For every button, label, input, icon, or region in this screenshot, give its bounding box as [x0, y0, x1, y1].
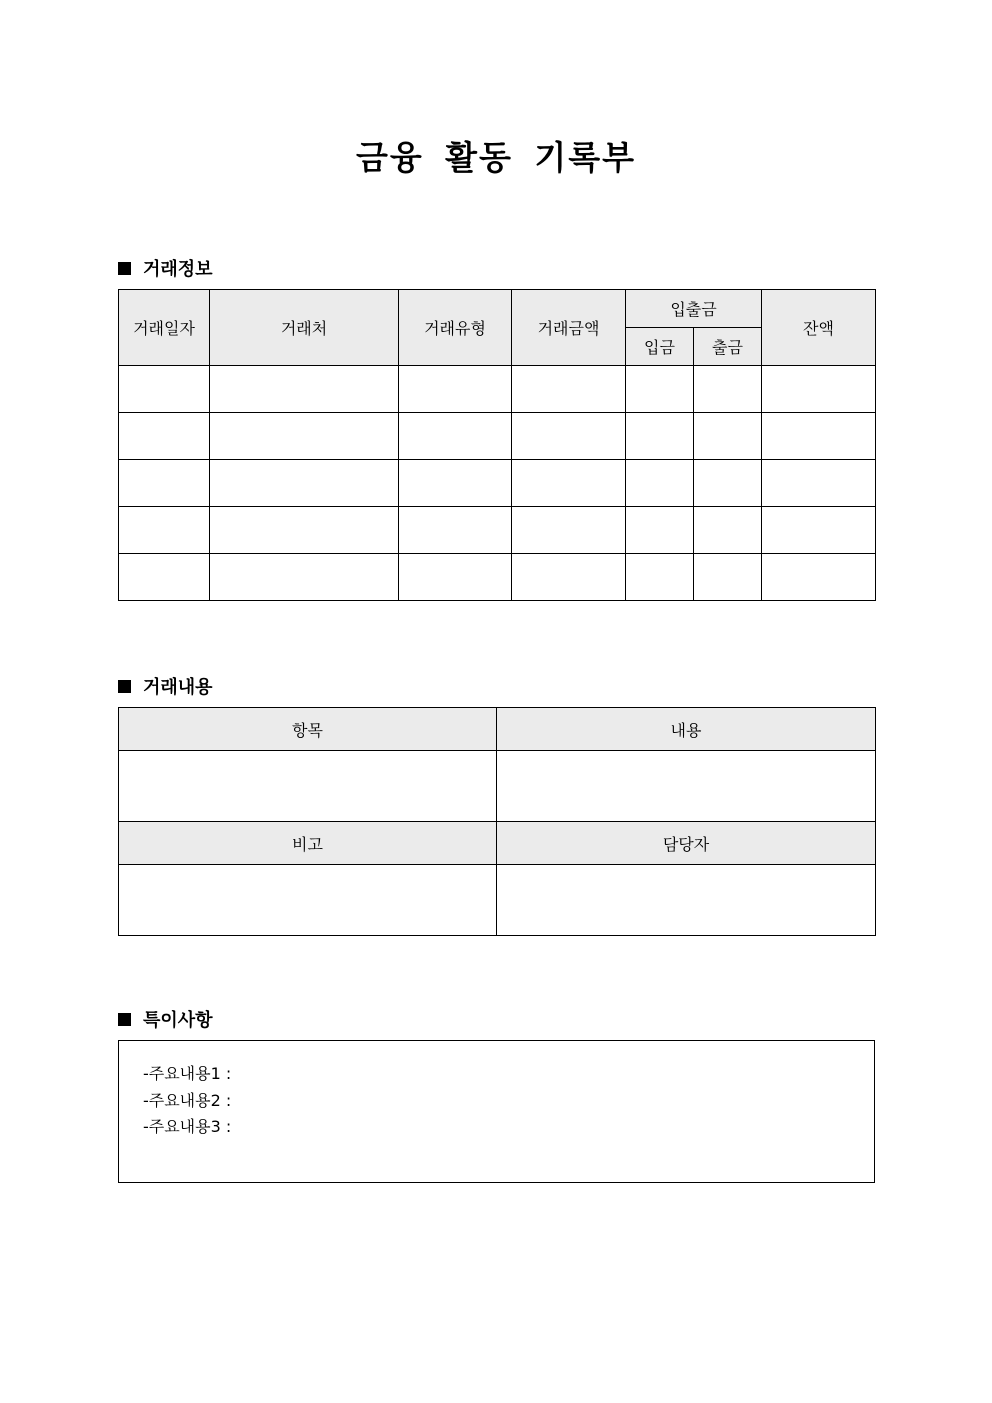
balance-cell[interactable]: [762, 507, 876, 554]
header-balance: 잔액: [762, 290, 876, 366]
date-cell[interactable]: [119, 554, 210, 601]
table-row: [119, 366, 876, 413]
transaction-table: [118, 289, 876, 601]
square-bullet-icon: [118, 1013, 131, 1026]
notes-box[interactable]: [118, 1040, 875, 1183]
party-cell[interactable]: [210, 554, 399, 601]
section-heading-info: [118, 255, 213, 281]
party-cell[interactable]: [210, 507, 399, 554]
page-title: 금융 활동 기록부: [355, 138, 637, 177]
content-cell[interactable]: [497, 751, 876, 822]
header-content: 내용: [497, 708, 876, 751]
amount-cell[interactable]: [512, 413, 626, 460]
type-cell[interactable]: [399, 460, 512, 507]
header-withdraw: 출금: [694, 328, 762, 366]
amount-cell[interactable]: [512, 460, 626, 507]
date-cell[interactable]: [119, 413, 210, 460]
amount-cell[interactable]: [512, 507, 626, 554]
header-amount: 거래금액: [512, 290, 626, 366]
balance-cell[interactable]: [762, 366, 876, 413]
section-heading-info-label: 거래정보: [143, 259, 213, 280]
manager-cell[interactable]: [497, 865, 876, 936]
table-row: [119, 507, 876, 554]
date-cell[interactable]: [119, 460, 210, 507]
remark-cell[interactable]: [119, 865, 497, 936]
balance-cell[interactable]: [762, 413, 876, 460]
party-cell[interactable]: [210, 413, 399, 460]
header-item: 항목: [119, 708, 497, 751]
section-heading-notes: [118, 1006, 213, 1032]
note-line-2: -주요내용2 :: [143, 1091, 232, 1110]
party-cell[interactable]: [210, 366, 399, 413]
table-row: [119, 413, 876, 460]
date-cell[interactable]: [119, 366, 210, 413]
header-manager: 담당자: [497, 822, 876, 865]
header-party: 거래처: [210, 290, 399, 366]
type-cell[interactable]: [399, 413, 512, 460]
table-row: [119, 460, 876, 507]
withdraw-cell[interactable]: [694, 507, 762, 554]
square-bullet-icon: [118, 680, 131, 693]
balance-cell[interactable]: [762, 460, 876, 507]
date-cell[interactable]: [119, 507, 210, 554]
amount-cell[interactable]: [512, 554, 626, 601]
withdraw-cell[interactable]: [694, 413, 762, 460]
section-heading-content-label: 거래내용: [143, 677, 213, 698]
type-cell[interactable]: [399, 554, 512, 601]
section-heading-content: [118, 673, 213, 699]
section-heading-notes-label: 특이사항: [143, 1010, 213, 1031]
table-row: [119, 554, 876, 601]
header-date: 거래일자: [119, 290, 210, 366]
header-inout: 입출금: [626, 290, 762, 328]
note-line-1: -주요내용1 :: [143, 1064, 232, 1083]
deposit-cell[interactable]: [626, 366, 694, 413]
item-cell[interactable]: [119, 751, 497, 822]
deposit-cell[interactable]: [626, 460, 694, 507]
amount-cell[interactable]: [512, 366, 626, 413]
header-deposit: 입금: [626, 328, 694, 366]
header-type: 거래유형: [399, 290, 512, 366]
withdraw-cell[interactable]: [694, 460, 762, 507]
withdraw-cell[interactable]: [694, 554, 762, 601]
type-cell[interactable]: [399, 507, 512, 554]
deposit-cell[interactable]: [626, 554, 694, 601]
square-bullet-icon: [118, 262, 131, 275]
note-line-3: -주요내용3 :: [143, 1117, 232, 1136]
balance-cell[interactable]: [762, 554, 876, 601]
deposit-cell[interactable]: [626, 507, 694, 554]
header-remark: 비고: [119, 822, 497, 865]
party-cell[interactable]: [210, 460, 399, 507]
content-table: [118, 707, 876, 936]
withdraw-cell[interactable]: [694, 366, 762, 413]
deposit-cell[interactable]: [626, 413, 694, 460]
type-cell[interactable]: [399, 366, 512, 413]
